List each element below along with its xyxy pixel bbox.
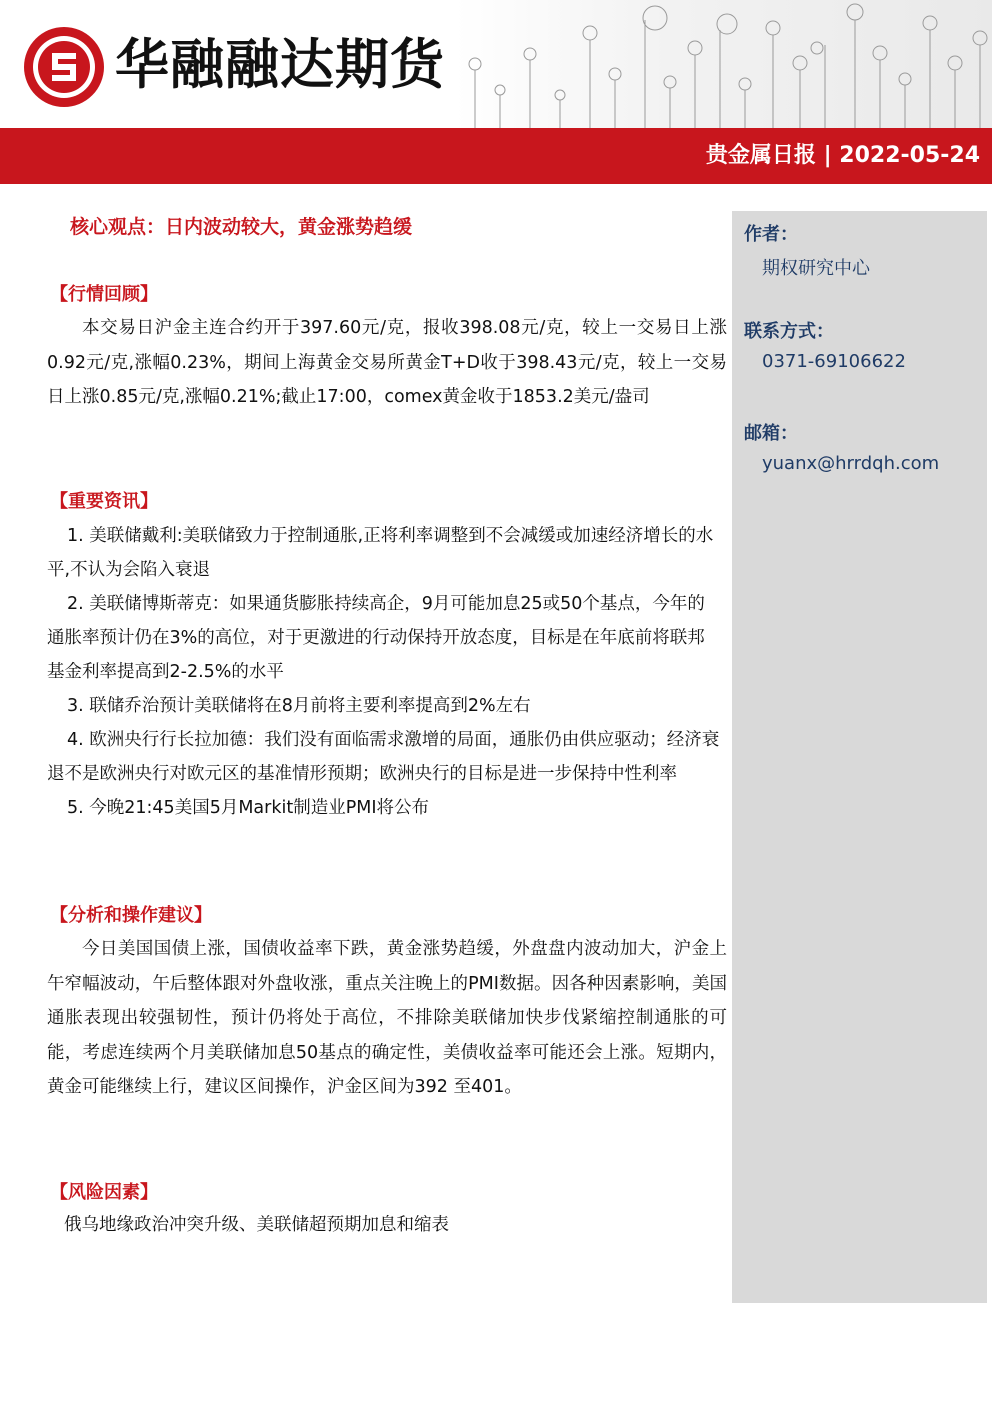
news-list (47, 519, 722, 825)
core-view-heading: 核心观点：日内波动较大，黄金涨势趋缓 (70, 216, 413, 238)
news-item: 3. 联储乔治预计美联储将在8月前将主要利率提高到2%左右 (67, 696, 531, 716)
email-value[interactable]: yuanx@hrrdqh.com (762, 453, 940, 474)
email-label: 邮箱： (744, 423, 798, 444)
author-value: 期权研究中心 (762, 258, 870, 279)
review-section-title: 【行情回顾】 (50, 284, 158, 305)
risk-section-title: 【风险因素】 (50, 1182, 158, 1203)
author-label: 作者： (744, 224, 798, 245)
risk-text: 俄乌地缘政治冲突升级、美联储超预期加息和缩表 (64, 1215, 449, 1235)
news-item: 1. 美联储戴利:美联储致力于控制通胀,正将利率调整到不会减缓或加速经济增长的水平,不认为会陷入衰退 (47, 526, 714, 580)
header-decoration (455, 0, 992, 128)
news-section-title: 【重要资讯】 (50, 491, 158, 512)
analysis-section-title: 【分析和操作建议】 (50, 905, 212, 926)
company-logo-icon (22, 25, 106, 109)
company-name: 华融融达期货 (115, 32, 445, 96)
news-item: 5. 今晚21:45美国5月Markit制造业PMI将公布 (67, 798, 430, 818)
info-sidebar (732, 211, 987, 1303)
phone-value: 0371-69106622 (762, 351, 906, 372)
circles-lines-graphic (455, 0, 992, 128)
contact-label: 联系方式： (744, 321, 834, 342)
analysis-paragraph: 今日美国国债上涨，国债收益率下跌，黄金涨势趋缓，外盘盘内波动加大，沪金上午窄幅波动，午后整体跟对外盘收涨，重点关注晚上的PMI数据。因各种因素影响，美国通胀表现出较强韧性，预计仍将处于高位，不排除美联储加快步伐紧缩控制通胀的可能，考虑连续两个月美联储加息50基点的确定性，美债收益率可能还会上涨。短期内，黄金可能继续上行，建议区间操作，沪金区间为392 至401。 (47, 939, 727, 1097)
report-title: 贵金属日报 | 2022-05-24 (705, 143, 980, 168)
news-item: 2. 美联储博斯蒂克：如果通货膨胀持续高企，9月可能加息25或50个基点，今年的通胀率预计仍在3%的高位，对于更激进的行动保持开放态度，目标是在年底前将联邦基金利率提高到2-2.5%的水平 (47, 594, 705, 682)
review-paragraph: 本交易日沪金主连合约开于397.60元/克，报收398.08元/克，较上一交易日上涨0.92元/克,涨幅0.23%，期间上海黄金交易所黄金T+D收于398.43元/克，较上一交易日上涨0.85元/克,涨幅0.21%;截止17:00，comex黄金收于1853.2美元/盎司 (47, 318, 727, 407)
news-item: 4. 欧洲央行行长拉加德：我们没有面临需求激增的局面，通胀仍由供应驱动；经济衰退不是欧洲央行对欧元区的基准情形预期；欧洲央行的目标是进一步保持中性利率 (47, 730, 720, 784)
